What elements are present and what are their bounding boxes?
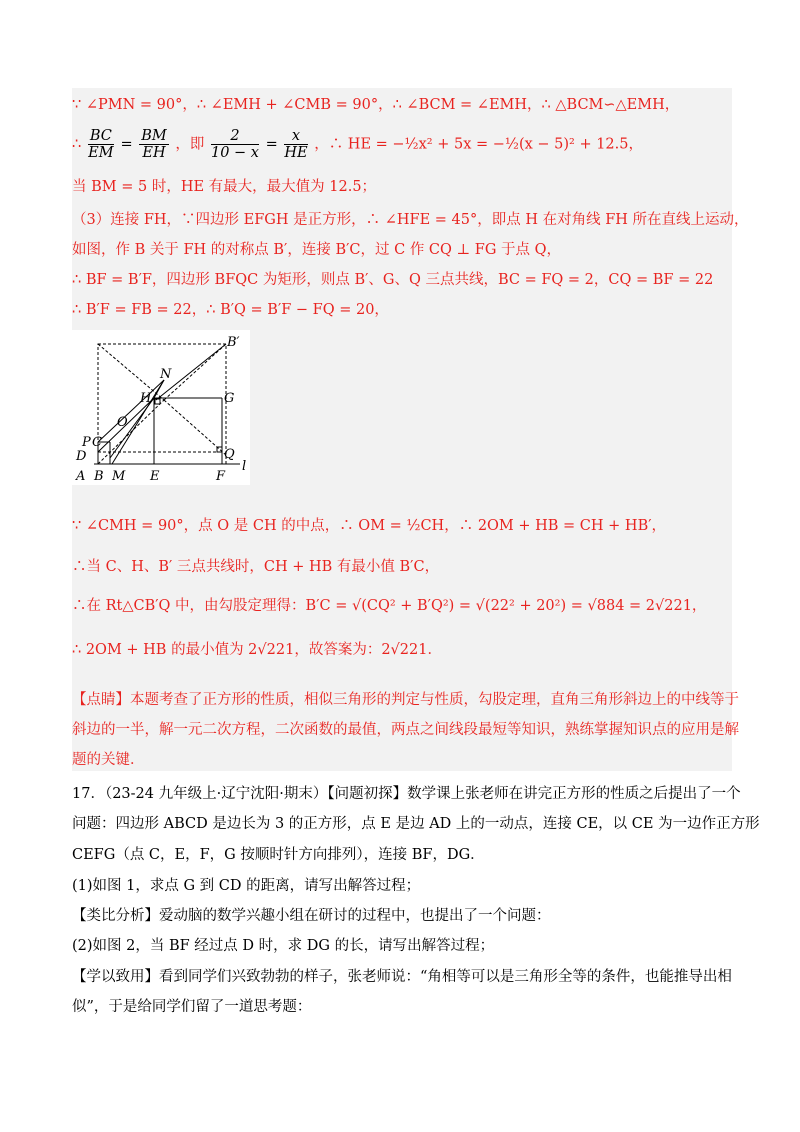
figure-svg: [72, 330, 250, 485]
label-l: l: [242, 459, 247, 474]
solution-line-8: ∵ ∠CMH = 90°，点 O 是 CH 的中点，∴ OM = ½CH，∴ 2OM + HB = CH + HB′，: [72, 518, 667, 534]
fraction-x-he: $\frac{x}{HE}$: [284, 128, 308, 161]
label-E: E: [150, 469, 160, 484]
label-H: H: [140, 391, 152, 406]
label-F: F: [216, 469, 226, 484]
question-line-6: (2)如图 2，当 BF 经过点 D 时，求 DG 的长，请写出解答过程；: [72, 938, 495, 954]
label-N: N: [160, 367, 172, 382]
solution-line-2: ∴ $\frac{BC}{EM}$ = $\frac{BM}{EH}$ ，即 $\frac{2}{10 - x}$ = $\frac{x}{HE}$ ，∴ HE = −½x² + 5x = −½(x − 5)² + 12.5，: [72, 128, 643, 161]
fraction-bc-em: $\frac{BC}{EM}$: [88, 128, 114, 161]
label-G: G: [224, 391, 235, 406]
label-C: C: [92, 435, 102, 450]
solution-line-9: ∴当 C、H、B′ 三点共线时，CH + HB 有最小值 B′C，: [72, 559, 440, 575]
fraction-bm-eh: $\frac{BM}{EH}$: [141, 128, 167, 161]
label-O: O: [117, 415, 128, 430]
comment-line-1: 【点睛】本题考查了正方形的性质，相似三角形的判定与性质，勾股定理，直角三角形斜边上的中线等于: [72, 692, 739, 708]
question-line-2: 问题：四边形 ABCD 是边长为 3 的正方形，点 E 是边 AD 上的一动点，连接 CE，以 CE 为一边作正方形: [72, 816, 760, 832]
label-M: M: [112, 469, 126, 484]
question-line-4: (1)如图 1，求点 G 到 CD 的距离，请写出解答过程；: [72, 878, 421, 894]
solution-line-3: 当 BM = 5 时，HE 有最大，最大值为 12.5；: [72, 179, 377, 195]
solution-line-4: （3）连接 FH，∵四边形 EFGH 是正方形，∴ ∠HFE = 45°，即点 H 在对角线 FH 所在直线上运动，: [72, 212, 749, 228]
comment-line-2: 斜边的一半，解一元二次方程，二次函数的最值，两点之间线段最短等知识，熟练掌握知识点的应用是解: [72, 722, 739, 738]
question-line-8: 似”，于是给同学们留了一道思考题：: [72, 999, 312, 1015]
label-Q: Q: [224, 447, 235, 462]
question-line-3: CEFG（点 C，E，F，G 按顺时针方向排列），连接 BF，DG．: [72, 847, 485, 863]
solution-line-11: ∴ 2OM + HB 的最小值为 2√221，故答案为：2√221．: [72, 642, 442, 658]
label-A: A: [76, 469, 86, 484]
label-D: D: [76, 449, 87, 464]
comment-line-3: 题的关键．: [72, 752, 145, 768]
question-line-5: 【类比分析】爱动脑的数学兴趣小组在研讨的过程中，也提出了一个问题：: [72, 908, 551, 924]
solution-line-10: ∴在 Rt△CB′Q 中，由勾股定理得：B′C = √(CQ² + B′Q²) = √(22² + 20²) = √884 = 2√221，: [72, 598, 707, 614]
solution-line-5: 如图，作 B 关于 FH 的对称点 B′，连接 B′C，过 C 作 CQ ⊥ FG 于点 Q，: [72, 242, 562, 258]
geometry-figure: [72, 330, 250, 485]
question-line-1: 17．（23-24 九年级上·辽宁沈阳·期末）【问题初探】数学课上张老师在讲完正方形的性质之后提出了一个: [72, 786, 741, 802]
solution-line-7: ∴ B′F = FB = 22，∴ B′Q = B′F − FQ = 20，: [72, 302, 389, 318]
solution-line-6: ∴ BF = B′F，四边形 BFQC 为矩形，则点 B′、G、Q 三点共线，BC = FQ = 2，CQ = BF = 22: [72, 272, 714, 288]
fraction-2-10x: $\frac{2}{10 - x}$: [210, 128, 259, 161]
solution-line-1: ∵ ∠PMN = 90°，∴ ∠EMH + ∠CMB = 90°，∴ ∠BCM = ∠EMH，∴ △BCM∽△EMH，: [72, 97, 680, 113]
label-P: P: [82, 435, 91, 450]
question-line-7: 【学以致用】看到同学们兴致勃勃的样子，张老师说：“角相等可以是三角形全等的条件，也能推导出相: [72, 969, 732, 985]
label-B-prime: B′: [227, 335, 240, 350]
label-B: B: [94, 469, 104, 484]
